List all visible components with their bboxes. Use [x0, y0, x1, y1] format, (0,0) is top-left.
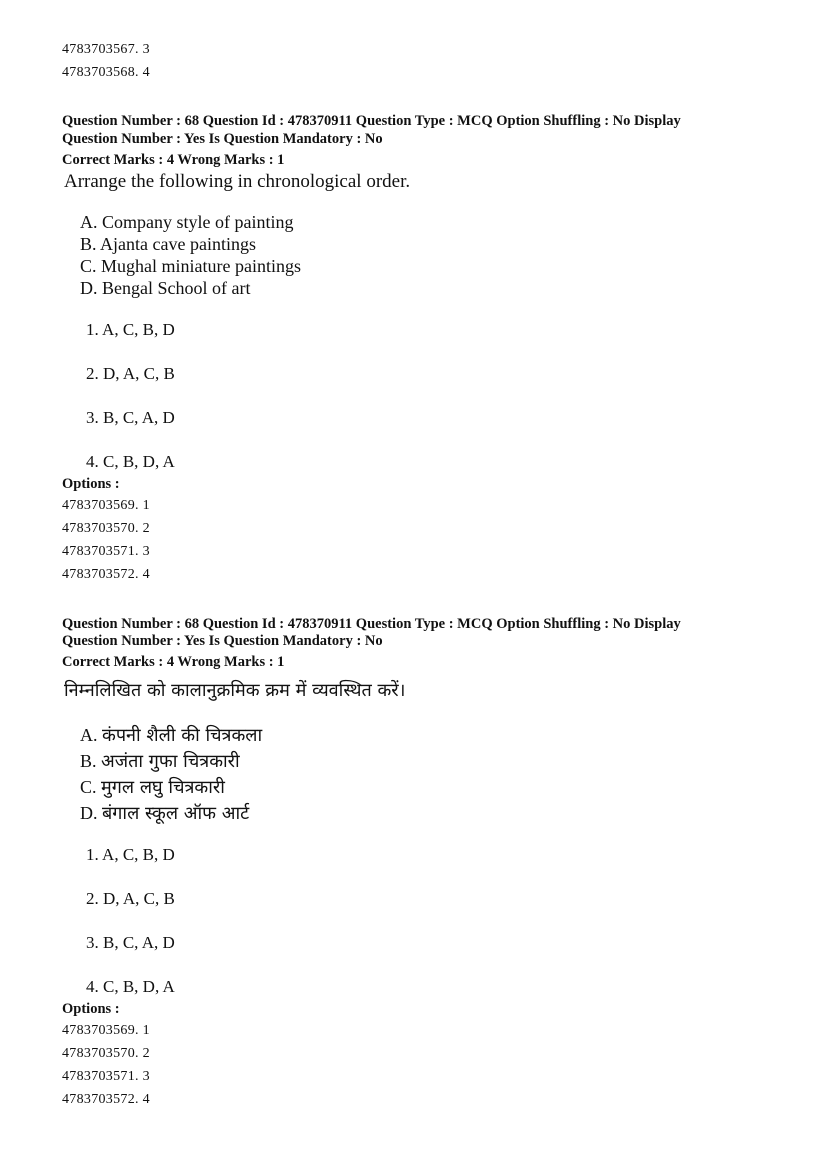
list-item — [80, 749, 240, 773]
option-line: 4783703571. 3 — [62, 544, 150, 559]
option-line: 4783703571. 3 — [62, 1069, 150, 1084]
item-text: कंपनी शैली की चित्रकला — [102, 725, 263, 746]
options-label: Options : — [62, 1001, 120, 1017]
option-value: 2 — [142, 1046, 150, 1061]
item-letter: C. — [80, 256, 97, 276]
list-item — [80, 801, 249, 825]
answer-choice: 1. A, C, B, D — [86, 845, 175, 864]
item-letter: C. — [80, 777, 97, 797]
list-item — [80, 278, 250, 299]
list-item — [80, 234, 256, 255]
option-value: 1 — [142, 498, 150, 513]
option-line: 4783703568. 4 — [62, 65, 150, 80]
option-id: 4783703567 — [62, 42, 135, 57]
option-id: 4783703568 — [62, 65, 135, 80]
option-id: 4783703569 — [62, 1023, 135, 1038]
option-value: 4 — [142, 1092, 150, 1107]
option-id: 4783703570 — [62, 521, 135, 536]
answer-choice: 4. C, B, D, A — [86, 452, 175, 471]
option-line: 4783703570. 2 — [62, 1046, 150, 1061]
answer-choice: 2. D, A, C, B — [86, 364, 175, 383]
option-id: 4783703572 — [62, 567, 135, 582]
options-label: Options : — [62, 476, 120, 492]
question-meta: Question Number : 68 Question Id : 478370911 Question Type : MCQ Option Shuffling : No Display — [62, 113, 681, 129]
option-value: 4 — [142, 567, 150, 582]
option-value: 3 — [142, 42, 150, 57]
item-text: मुगल लघु चित्रकारी — [101, 777, 225, 798]
option-value: 1 — [142, 1023, 150, 1038]
item-text: बंगाल स्कूल ऑफ आर्ट — [102, 803, 250, 824]
question-meta: Question Number : Yes Is Question Mandatory : No — [62, 131, 383, 147]
question-marks: Correct Marks : 4 Wrong Marks : 1 — [62, 654, 285, 670]
answer-choice: 3. B, C, A, D — [86, 933, 175, 952]
option-line: 4783703572. 4 — [62, 567, 150, 582]
option-line: 4783703570. 2 — [62, 521, 150, 536]
item-letter: B. — [80, 234, 97, 254]
option-id: 4783703572 — [62, 1092, 135, 1107]
item-text: Bengal School of art — [102, 278, 251, 298]
list-item — [80, 723, 262, 747]
list-item — [80, 256, 301, 277]
list-item — [80, 775, 225, 799]
option-line: 4783703572. 4 — [62, 1092, 150, 1107]
list-item — [80, 212, 293, 233]
answer-choice: 4. C, B, D, A — [86, 977, 175, 996]
option-id: 4783703571 — [62, 544, 135, 559]
question-stem: निम्नलिखित को कालानुक्रमिक क्रम में व्यवस्थित करें। — [64, 680, 406, 701]
option-line: 4783703569. 1 — [62, 498, 150, 513]
item-letter: B. — [80, 751, 97, 771]
option-id: 4783703569 — [62, 498, 135, 513]
item-text: Company style of painting — [102, 212, 294, 232]
option-line: 4783703569. 1 — [62, 1023, 150, 1038]
option-id: 4783703571 — [62, 1069, 135, 1084]
question-meta: Question Number : Yes Is Question Mandatory : No — [62, 633, 383, 649]
item-letter: D. — [80, 278, 98, 298]
answer-choice: 3. B, C, A, D — [86, 408, 175, 427]
item-letter: A. — [80, 725, 98, 745]
item-text: अजंता गुफा चित्रकारी — [101, 751, 240, 772]
question-stem: Arrange the following in chronological order. — [64, 171, 411, 192]
option-value: 3 — [142, 544, 150, 559]
item-letter: D. — [80, 803, 98, 823]
option-id: 4783703570 — [62, 1046, 135, 1061]
answer-choice: 2. D, A, C, B — [86, 889, 175, 908]
question-meta: Question Number : 68 Question Id : 478370911 Question Type : MCQ Option Shuffling : No Display — [62, 616, 681, 632]
option-value: 2 — [142, 521, 150, 536]
item-text: Mughal miniature paintings — [101, 256, 301, 276]
answer-choice: 1. A, C, B, D — [86, 320, 175, 339]
item-letter: A. — [80, 212, 98, 232]
question-marks: Correct Marks : 4 Wrong Marks : 1 — [62, 152, 285, 168]
option-value: 3 — [142, 1069, 150, 1084]
option-value: 4 — [142, 65, 150, 80]
option-line: 4783703567. 3 — [62, 42, 150, 57]
item-text: Ajanta cave paintings — [100, 234, 256, 254]
